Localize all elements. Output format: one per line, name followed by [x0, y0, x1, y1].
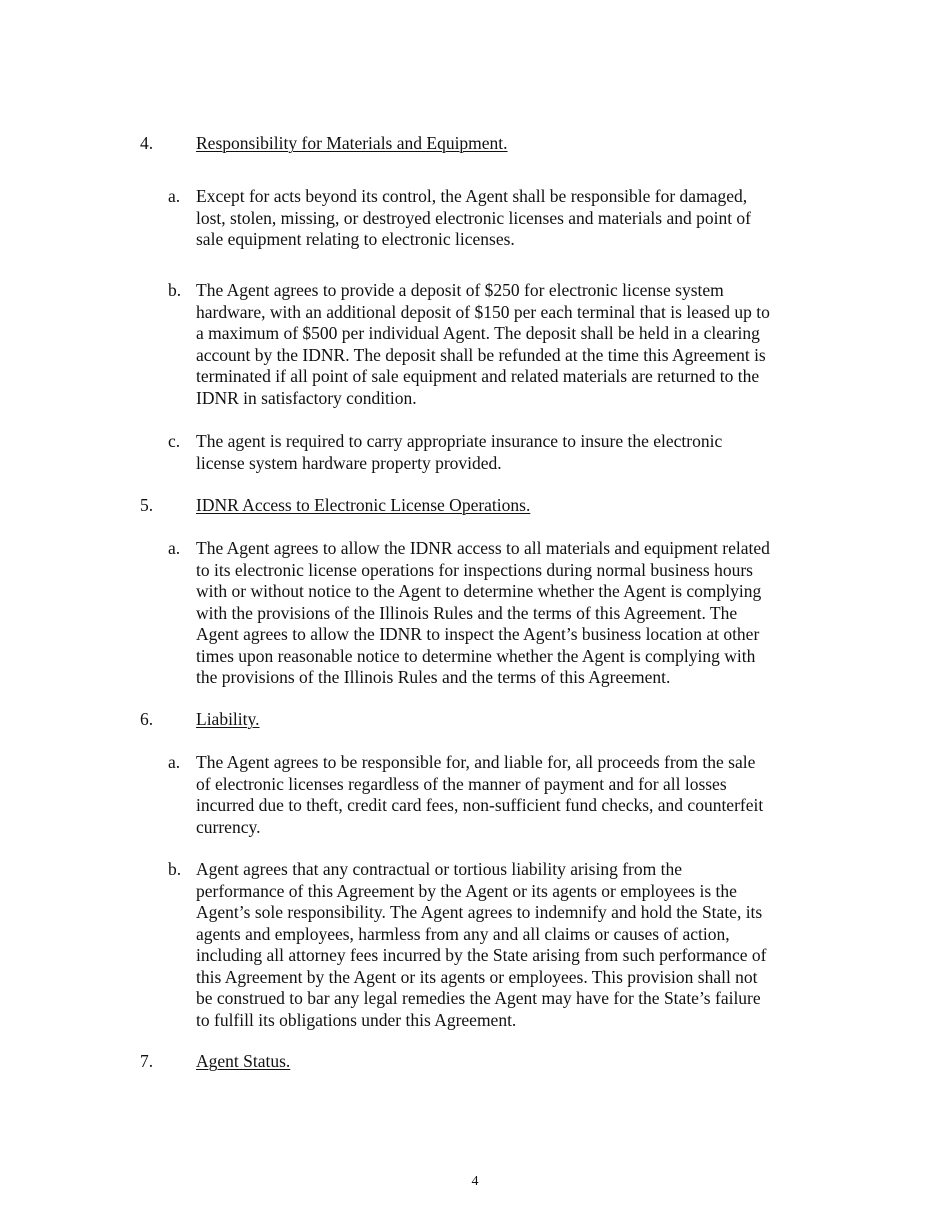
paragraph-line: Except for acts beyond its control, the Agent shall be responsible for damaged,	[196, 186, 748, 206]
section-number: 6.	[140, 709, 154, 729]
paragraph-line: account by the IDNR. The deposit shall be refunded at the time this Agreement is	[196, 344, 766, 365]
item-letter: a.	[168, 538, 181, 558]
paragraph-line: incurred due to theft, credit card fees, non-sufficient fund checks, and counterfeit	[196, 795, 764, 815]
paragraph-line: hardware, with an additional deposit of $150 per each terminal that is leased up to	[196, 301, 770, 322]
section-title: IDNR Access to Electronic License Operations.	[196, 495, 531, 515]
paragraph-line: currency.	[196, 816, 261, 837]
paragraph-line: with or without notice to the Agent to determine whether the Agent is complying	[196, 581, 762, 601]
paragraph-line: the provisions of the Illinois Rules and the terms of this Agreement.	[196, 667, 671, 687]
section-title: Agent Status.	[196, 1051, 291, 1071]
paragraph-line: including all attorney fees incurred by the State arising from such performance of	[196, 945, 767, 965]
paragraph-line: times upon reasonable notice to determine whether the Agent is complying with	[196, 645, 756, 666]
section-6a-paragraph	[168, 752, 818, 838]
paragraph-line: a maximum of $500 per individual Agent. The deposit shall be held in a clearing	[196, 323, 760, 343]
paragraph-line: terminated if all point of sale equipment and related materials are returned to the	[196, 366, 760, 386]
paragraph-line: be construed to bar any legal remedies the Agent may have for the State’s failure	[196, 988, 761, 1008]
paragraph-line: to its electronic license operations for inspections during normal business hours	[196, 559, 753, 580]
paragraph-line: The Agent agrees to be responsible for, and liable for, all proceeds from the sale	[196, 752, 756, 772]
section-title: Responsibility for Materials and Equipment.	[196, 133, 508, 153]
section-number: 4.	[140, 133, 154, 153]
paragraph-line: IDNR in satisfactory condition.	[196, 387, 417, 408]
paragraph-line: this Agreement by the Agent or its agents or employees. This provision shall not	[196, 966, 758, 987]
paragraph-line: agents and employees, harmless from any and all claims or causes of action,	[196, 923, 730, 944]
paragraph-line: to fulfill its obligations under this Agreement.	[196, 1009, 517, 1030]
item-letter: c.	[168, 431, 181, 451]
paragraph-line: sale equipment relating to electronic licenses.	[196, 229, 515, 249]
section-5a-paragraph	[168, 538, 818, 689]
section-6b-paragraph	[168, 859, 818, 1031]
paragraph-line: of electronic licenses regardless of the manner of payment and for all losses	[196, 773, 727, 794]
paragraph-line: with the provisions of the Illinois Rules and the terms of this Agreement. The	[196, 602, 738, 623]
section-4c-paragraph	[168, 431, 818, 474]
item-letter: b.	[168, 859, 182, 879]
section-number: 7.	[140, 1051, 154, 1071]
item-letter: b.	[168, 280, 182, 300]
paragraph-line: Agent agrees to allow the IDNR to inspect the Agent’s business location at other	[196, 624, 760, 644]
paragraph-line: The Agent agrees to allow the IDNR access to all materials and equipment related	[196, 538, 770, 558]
paragraph-line: The agent is required to carry appropriate insurance to insure the electronic	[196, 431, 723, 451]
section-number: 5.	[140, 495, 154, 515]
paragraph-line: The Agent agrees to provide a deposit of $250 for electronic license system	[196, 280, 724, 300]
paragraph-line: Agent’s sole responsibility. The Agent agrees to indemnify and hold the State, its	[196, 902, 763, 922]
section-4a-paragraph	[168, 186, 818, 251]
paragraph-line: license system hardware property provided.	[196, 452, 502, 473]
paragraph-line: performance of this Agreement by the Agent or its agents or employees is the	[196, 880, 737, 901]
paragraph-line: Agent agrees that any contractual or tortious liability arising from the	[196, 859, 682, 879]
page-number: 4	[471, 1174, 479, 1189]
section-4b-paragraph	[168, 280, 818, 409]
section-title: Liability.	[196, 709, 260, 729]
paragraph-line: lost, stolen, missing, or destroyed electronic licenses and materials and point of	[196, 207, 752, 228]
item-letter: a.	[168, 752, 181, 772]
item-letter: a.	[168, 186, 181, 206]
